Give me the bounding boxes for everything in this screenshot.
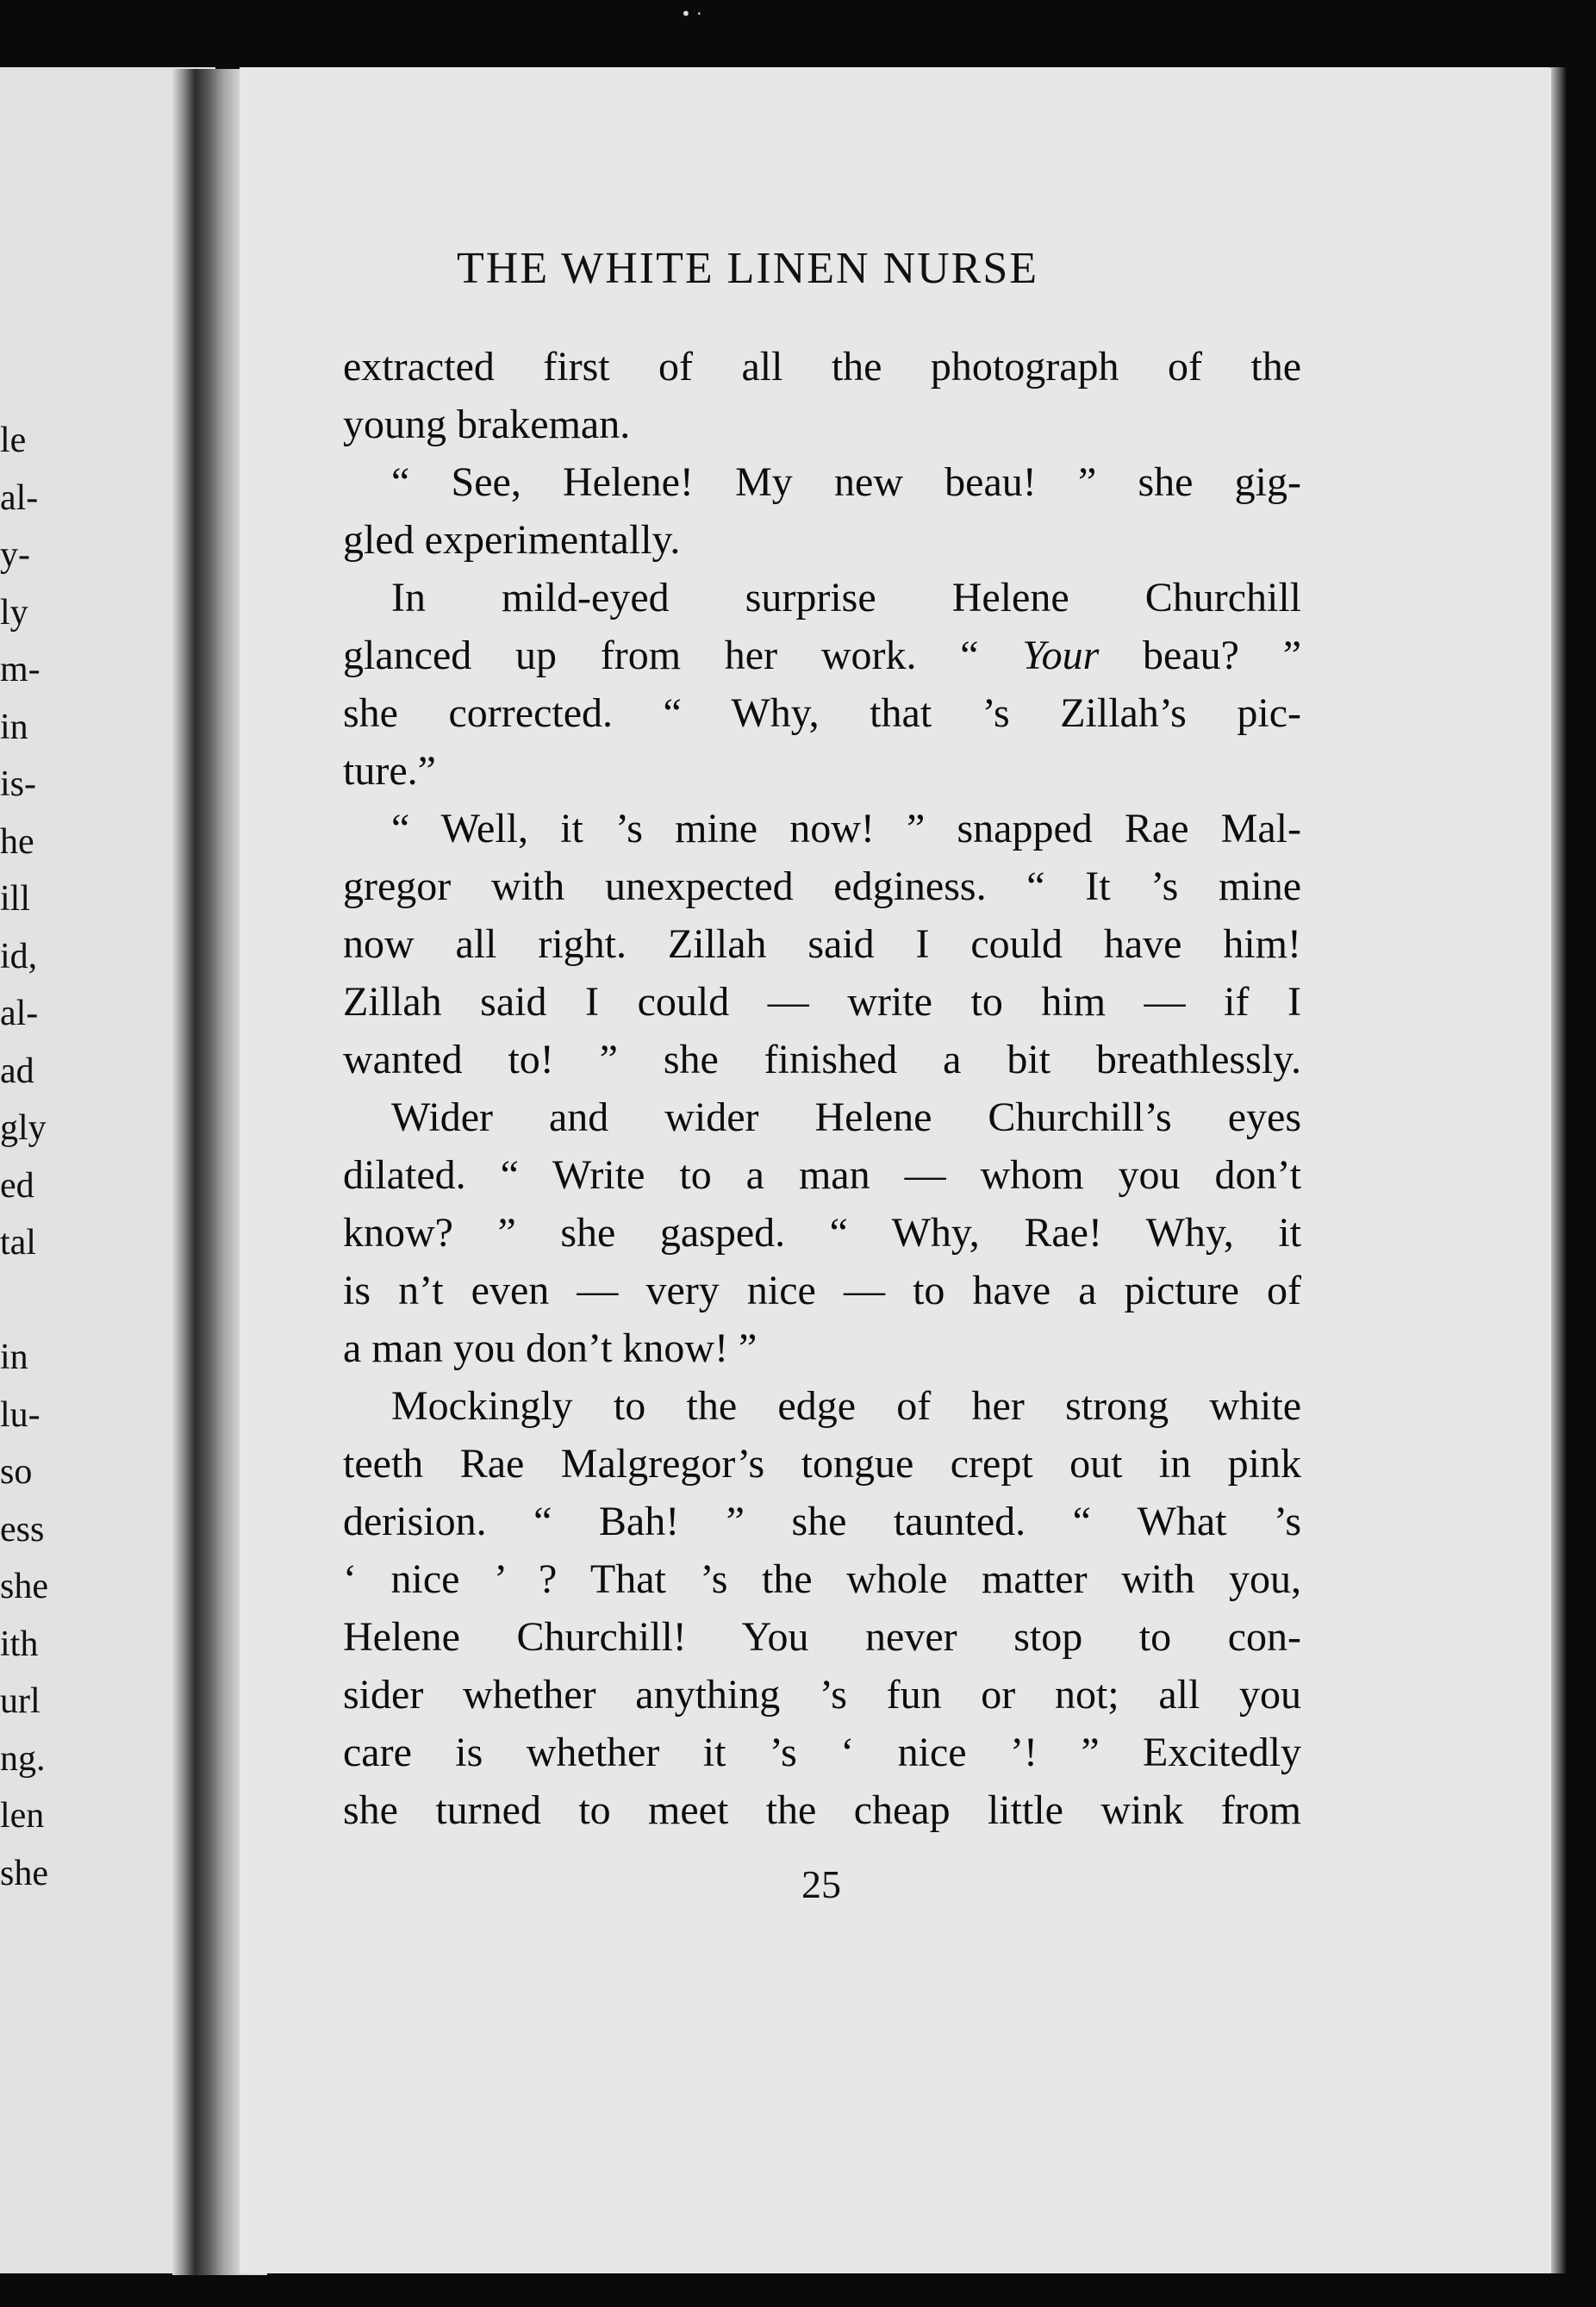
text-line: Helene Churchill! You never stop to con- [343, 1614, 1301, 1660]
left-fragment: lu- [0, 1394, 41, 1435]
text-line: In mild-eyed surprise Helene Churchill [391, 575, 1301, 620]
text-line: now all right. Zillah said I could have him! [343, 921, 1301, 967]
text-line: know? ” she gasped. “ Why, Rae! Why, it [343, 1210, 1301, 1256]
left-page-text-fragments [0, 412, 69, 1902]
text-line: ture.” [343, 748, 436, 794]
text-line: Zillah said I could — write to him — if I [343, 979, 1301, 1025]
text-line: wanted to! ” she finished a bit breathlessly. [343, 1037, 1301, 1082]
left-fragment: ess [0, 1509, 45, 1549]
text-line: “ See, Helene! My new beau! ” she gig- [391, 459, 1301, 505]
page-edge [1551, 67, 1567, 2273]
left-fragment: le [0, 421, 27, 460]
text-line: derision. “ Bah! ” she taunted. “ What ’s [343, 1499, 1301, 1544]
left-fragment: is- [0, 764, 36, 804]
left-fragment: ad [0, 1051, 34, 1091]
left-fragment: len [0, 1796, 45, 1836]
scan-specks: • · [681, 3, 702, 24]
body-text [343, 338, 1301, 1839]
text-line: a man you don’t know! ” [343, 1325, 757, 1371]
left-fragment: ng. [0, 1738, 46, 1779]
text-line: is n’t even — very nice — to have a picture of [343, 1268, 1301, 1313]
left-fragment: ly [0, 592, 28, 633]
left-fragment: al- [0, 477, 39, 518]
left-fragment: in [0, 1337, 28, 1377]
left-fragment: url [0, 1681, 41, 1721]
left-fragment: gly [0, 1108, 47, 1148]
text-line: sider whether anything ’s fun or not; all you [343, 1672, 1301, 1718]
text-line: care is whether it ’s ‘ nice ’! ” Excitedly [343, 1730, 1301, 1775]
page-number: 25 [801, 1862, 841, 1906]
text-line: Wider and wider Helene Churchill’s eyes [391, 1094, 1301, 1140]
text-line: she corrected. “ Why, that ’s Zillah’s pic- [343, 690, 1301, 736]
text-line: dilated. “ Write to a man — whom you don’t [343, 1152, 1301, 1198]
running-head: THE WHITE LINEN NURSE [457, 244, 1039, 293]
text-line: “ Well, it ’s mine now! ” snapped Rae Mal- [391, 806, 1301, 851]
text-line: gregor with unexpected edginess. “ It ’s mine [343, 864, 1301, 909]
text-line: glanced up from her work. “ Your beau? ” [343, 633, 1302, 678]
text-line: teeth Rae Malgregor’s tongue crept out in pink [343, 1441, 1301, 1487]
left-fragment: he [0, 821, 34, 862]
left-fragment: she [0, 1853, 48, 1893]
left-fragment: y- [0, 535, 30, 575]
text-line: extracted first of all the photograph of the [343, 344, 1301, 390]
left-fragment: she [0, 1567, 48, 1606]
left-fragment: m- [0, 650, 41, 689]
text-line: she turned to meet the cheap little wink from [343, 1787, 1301, 1833]
text-line: young brakeman. [343, 402, 631, 447]
left-fragment: in [0, 707, 28, 747]
left-fragment: id, [0, 936, 38, 976]
left-fragment: ith [0, 1624, 39, 1664]
left-fragment: ed [0, 1165, 34, 1206]
left-fragment: al- [0, 994, 39, 1033]
text-line: gled experimentally. [343, 517, 681, 563]
left-fragment [0, 1272, 69, 1330]
left-fragment: tal [0, 1223, 36, 1263]
text-line: Mockingly to the edge of her strong white [391, 1383, 1301, 1429]
left-fragment: so [0, 1452, 33, 1492]
left-fragment: ill [0, 879, 31, 919]
text-line: ‘ nice ’ ? That ’s the whole matter with you, [343, 1556, 1301, 1602]
